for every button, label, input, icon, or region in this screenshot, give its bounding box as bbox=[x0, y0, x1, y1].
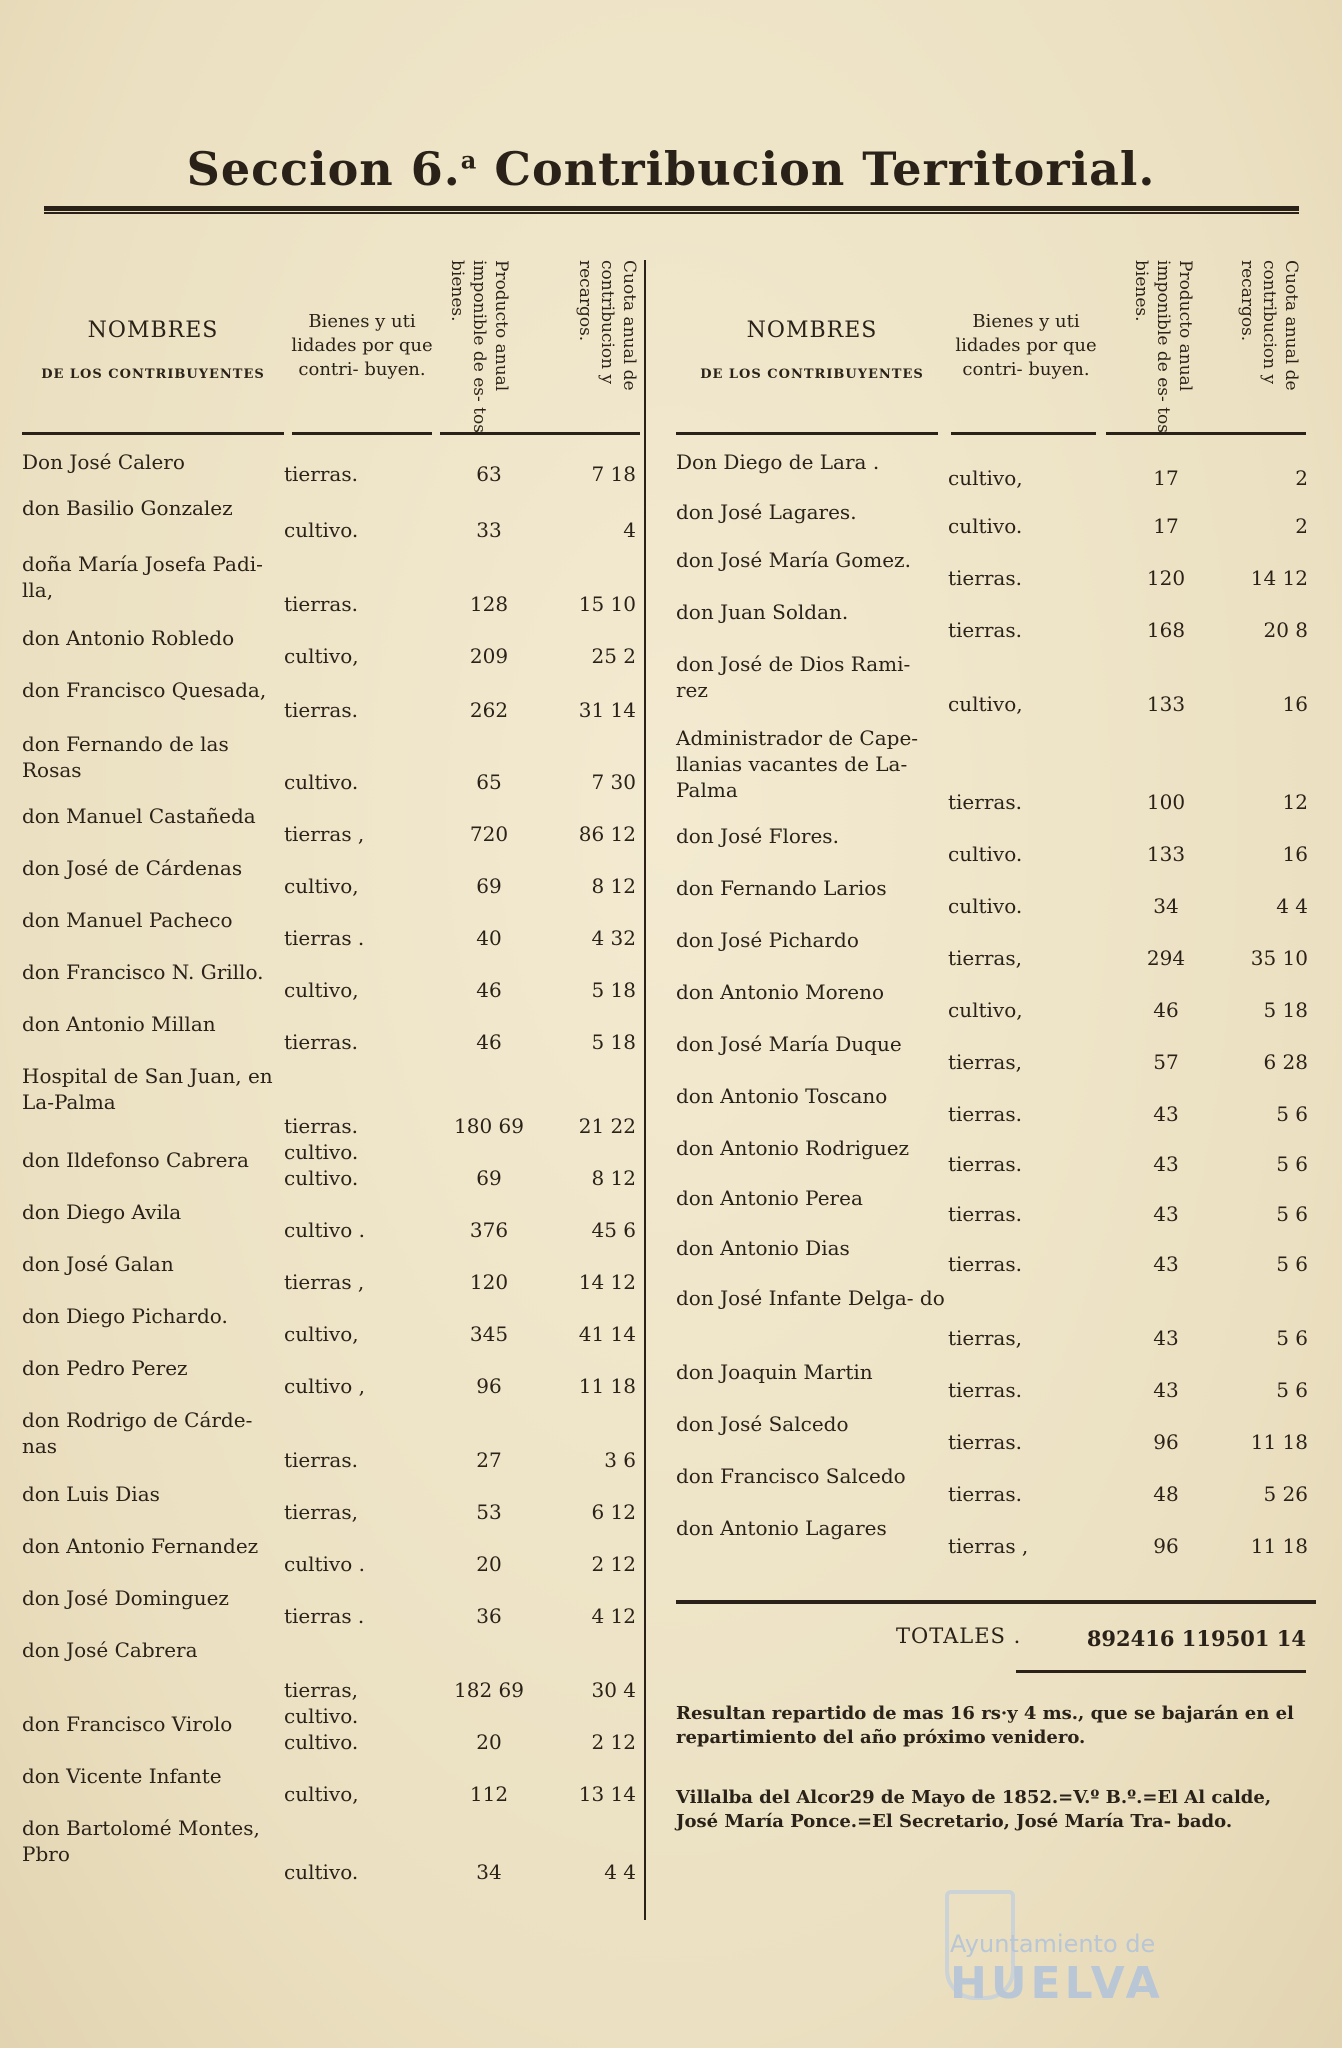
producto-cell: 168 bbox=[1146, 618, 1186, 642]
table-row bbox=[676, 871, 1308, 923]
table-row bbox=[22, 1007, 644, 1059]
cuota-cell: 25 2 bbox=[591, 644, 636, 668]
cuota-cell: 5 26 bbox=[1263, 1482, 1308, 1506]
watermark-line1: Ayuntamiento de bbox=[950, 1930, 1156, 1958]
contributor-name: don Antonio Millan bbox=[22, 1012, 216, 1036]
bienes-cell: tierras. bbox=[948, 618, 1022, 642]
producto-cell: 63 bbox=[476, 462, 502, 486]
cuota-cell: 5 6 bbox=[1276, 1252, 1308, 1276]
totals-label: TOTALES . bbox=[896, 1624, 1022, 1648]
producto-cell: 180 69 bbox=[454, 1114, 524, 1138]
header-underline bbox=[1106, 432, 1306, 436]
cuota-cell: 4 bbox=[623, 518, 636, 542]
table-row bbox=[676, 1079, 1308, 1131]
title-section: Seccion 6. bbox=[186, 142, 461, 196]
producto-cell: 46 bbox=[476, 1030, 502, 1054]
bienes-cell: tierras. bbox=[948, 1102, 1022, 1126]
bienes-cell: tierras. cultivo. bbox=[284, 1114, 359, 1164]
contributor-name: don José de Dios Rami- rez bbox=[676, 652, 911, 702]
names-heading: NOMBRES bbox=[746, 318, 878, 343]
bienes-cell: cultivo , bbox=[284, 1374, 365, 1398]
table-row bbox=[676, 975, 1308, 1027]
producto-cell: 43 bbox=[1153, 1326, 1179, 1350]
bienes-cell: tierras. bbox=[948, 1430, 1022, 1454]
contributor-name: don Antonio Robledo bbox=[22, 626, 235, 650]
contributor-name: Administrador de Cape- llanias vacantes de La-Palma bbox=[676, 726, 919, 802]
column-divider bbox=[644, 260, 646, 1920]
contributor-name: don Francisco N. Grillo. bbox=[22, 960, 264, 984]
table-row bbox=[676, 1231, 1308, 1281]
producto-cell: 376 bbox=[469, 1218, 509, 1242]
distribution-note: Resultan repartido de mas 16 rs·y 4 ms., que se bajarán en el repartimiento del año próximo venidero. bbox=[676, 1703, 1294, 1748]
producto-cell: 17 bbox=[1153, 514, 1179, 538]
contributor-name: don Antonio Fernandez bbox=[22, 1534, 259, 1558]
table-row bbox=[22, 1581, 644, 1633]
right-column bbox=[676, 240, 1308, 1832]
contributor-name: don José de Cárdenas bbox=[22, 856, 243, 880]
table-row bbox=[22, 1195, 644, 1247]
bienes-heading: Bienes y uti lidades por que contri- buyen. bbox=[291, 311, 433, 380]
title-rest: Contribucion Territorial. bbox=[494, 142, 1156, 196]
contributor-name: don Luis Dias bbox=[22, 1482, 160, 1506]
producto-cell: 43 bbox=[1153, 1378, 1179, 1402]
producto-cell: 96 bbox=[1153, 1430, 1179, 1454]
cuota-cell: 45 6 bbox=[591, 1218, 636, 1242]
cuota-cell: 5 6 bbox=[1276, 1202, 1308, 1226]
bienes-cell: tierras. bbox=[284, 462, 358, 486]
bienes-cell: tierras. bbox=[948, 790, 1022, 814]
table-row bbox=[676, 445, 1308, 495]
cuota-cell: 12 bbox=[1282, 790, 1308, 814]
producto-cell: 96 bbox=[476, 1374, 502, 1398]
producto-cell: 20 bbox=[476, 1730, 502, 1754]
table-row bbox=[676, 721, 1308, 819]
cuota-cell: 7 30 bbox=[591, 770, 636, 794]
contributor-name: don Juan Soldan. bbox=[676, 600, 849, 624]
right-table-header bbox=[676, 240, 1308, 445]
producto-cell: 112 bbox=[469, 1782, 509, 1806]
bienes-cell: cultivo. bbox=[284, 1730, 359, 1754]
contributor-name: don José Cabrera bbox=[22, 1638, 198, 1662]
names-header bbox=[22, 318, 284, 382]
bienes-cell: tierras, bbox=[948, 946, 1022, 970]
bienes-cell: cultivo, bbox=[948, 998, 1023, 1022]
cuota-cell: 2 12 bbox=[591, 1552, 636, 1576]
contributor-name: don Basilio Gonzalez bbox=[22, 496, 233, 520]
producto-cell: 133 bbox=[1146, 842, 1186, 866]
bienes-cell: tierras. bbox=[948, 1252, 1022, 1276]
cuota-cell: 6 28 bbox=[1263, 1050, 1308, 1074]
table-row bbox=[676, 1459, 1308, 1511]
bienes-cell: tierras. bbox=[948, 566, 1022, 590]
bienes-cell: tierras, bbox=[948, 1050, 1022, 1074]
cuota-cell: 5 18 bbox=[591, 978, 636, 1002]
contributor-name: don José Infante Delga- do bbox=[676, 1286, 945, 1310]
names-subheading: DE LOS CONTRIBUYENTES bbox=[41, 367, 265, 382]
contributor-name: don Antonio Rodriguez bbox=[676, 1136, 910, 1160]
table-row bbox=[22, 1707, 644, 1759]
names-heading: NOMBRES bbox=[87, 318, 219, 343]
producto-cell: 262 bbox=[469, 698, 509, 722]
page-title bbox=[0, 142, 1342, 196]
bienes-cell: tierras , bbox=[948, 1534, 1029, 1558]
contributor-name: Don José Calero bbox=[22, 450, 185, 474]
table-row bbox=[22, 1477, 644, 1529]
table-row bbox=[676, 495, 1308, 543]
cuota-cell: 16 bbox=[1282, 692, 1308, 716]
table-row bbox=[22, 621, 644, 673]
producto-cell: 34 bbox=[1153, 894, 1179, 918]
table-row bbox=[676, 1131, 1308, 1181]
cuota-cell: 5 18 bbox=[1263, 998, 1308, 1022]
title-rule bbox=[44, 206, 1299, 214]
bienes-cell: tierras. bbox=[284, 592, 358, 616]
producto-heading: Producto anual imponible de es- tos bienes. bbox=[447, 260, 511, 433]
bienes-cell: cultivo, bbox=[284, 1322, 359, 1346]
cuota-cell: 2 12 bbox=[591, 1730, 636, 1754]
header-underline bbox=[951, 432, 1096, 436]
table-row bbox=[22, 1143, 644, 1195]
cuota-cell: 15 10 bbox=[578, 592, 636, 616]
contributor-name: don Antonio Perea bbox=[676, 1186, 863, 1210]
cuota-cell: 4 4 bbox=[1276, 894, 1308, 918]
cuota-cell: 86 12 bbox=[578, 822, 636, 846]
contributor-name: don Joaquin Martin bbox=[676, 1360, 873, 1384]
table-row bbox=[676, 1511, 1308, 1563]
totals-underline bbox=[1016, 1670, 1306, 1673]
contributor-name: don Antonio Toscano bbox=[676, 1084, 888, 1108]
bienes-cell: tierras. bbox=[284, 1030, 358, 1054]
producto-cell: 57 bbox=[1153, 1050, 1179, 1074]
cuota-cell: 11 18 bbox=[1250, 1430, 1308, 1454]
cuota-cell: 5 6 bbox=[1276, 1102, 1308, 1126]
producto-cell: 69 bbox=[476, 874, 502, 898]
bienes-cell: cultivo, bbox=[284, 644, 359, 668]
table-row bbox=[22, 903, 644, 955]
contributor-name: don Francisco Quesada, bbox=[22, 678, 267, 702]
contributor-name: don Ildefonso Cabrera bbox=[22, 1148, 249, 1172]
bienes-cell: cultivo. bbox=[284, 770, 359, 794]
totals-value: 892416 119501 14 bbox=[1086, 1626, 1306, 1651]
table-row bbox=[676, 923, 1308, 975]
contributor-name: don Francisco Salcedo bbox=[676, 1464, 906, 1488]
producto-cell: 720 bbox=[469, 822, 509, 846]
cuota-cell: 41 14 bbox=[578, 1322, 636, 1346]
contributor-name: don Bartolomé Montes, Pbro bbox=[22, 1816, 260, 1866]
contributor-name: don José María Gomez. bbox=[676, 548, 911, 572]
table-row bbox=[22, 1299, 644, 1351]
bienes-cell: tierras, bbox=[284, 1500, 358, 1524]
cuota-cell: 5 6 bbox=[1276, 1378, 1308, 1402]
cuota-cell: 6 12 bbox=[591, 1500, 636, 1524]
contributor-name: don Diego Avila bbox=[22, 1200, 182, 1224]
cuota-cell: 4 4 bbox=[604, 1860, 636, 1884]
left-column bbox=[22, 240, 644, 1889]
bienes-cell: cultivo. bbox=[948, 894, 1023, 918]
table-row bbox=[22, 727, 644, 799]
bienes-cell: cultivo, bbox=[948, 466, 1023, 490]
right-rows bbox=[676, 445, 1308, 1563]
bienes-cell: tierras. bbox=[948, 1202, 1022, 1226]
producto-cell: 46 bbox=[1153, 998, 1179, 1022]
contributor-name: don Pedro Perez bbox=[22, 1356, 188, 1380]
contributor-name: don Diego Pichardo. bbox=[22, 1304, 228, 1328]
producto-cell: 40 bbox=[476, 926, 502, 950]
producto-heading: Producto anual imponible de es- tos bienes. bbox=[1131, 260, 1195, 433]
cuota-cell: 11 18 bbox=[578, 1374, 636, 1398]
table-row bbox=[22, 1247, 644, 1299]
producto-cell: 120 bbox=[1146, 566, 1186, 590]
bienes-heading: Bienes y uti lidades por que contri- buyen. bbox=[955, 311, 1097, 380]
cuota-cell: 16 bbox=[1282, 842, 1308, 866]
table-row bbox=[676, 595, 1308, 647]
cuota-cell: 3 6 bbox=[604, 1448, 636, 1472]
producto-cell: 100 bbox=[1146, 790, 1186, 814]
cuota-heading: Cuota anual de contribucion y recargos. bbox=[1237, 260, 1301, 391]
names-header bbox=[676, 318, 948, 382]
table-row bbox=[22, 491, 644, 547]
table-row bbox=[676, 1407, 1308, 1459]
table-row bbox=[22, 1759, 644, 1811]
table-row bbox=[22, 1529, 644, 1581]
bienes-cell: cultivo. bbox=[284, 518, 359, 542]
table-row bbox=[22, 955, 644, 1007]
contributor-name: don José Flores. bbox=[676, 824, 839, 848]
cuota-cell: 14 12 bbox=[1250, 566, 1308, 590]
producto-cell: 53 bbox=[476, 1500, 502, 1524]
producto-cell: 43 bbox=[1153, 1102, 1179, 1126]
table-row bbox=[676, 819, 1308, 871]
contributor-name: don Antonio Lagares bbox=[676, 1516, 887, 1540]
left-table-header bbox=[22, 240, 644, 445]
cuota-cell: 13 14 bbox=[578, 1782, 636, 1806]
header-underline bbox=[676, 432, 938, 436]
contributor-name: don José Lagares. bbox=[676, 500, 857, 524]
bienes-cell: cultivo. bbox=[948, 842, 1023, 866]
producto-cell: 345 bbox=[469, 1322, 509, 1346]
bienes-cell: cultivo, bbox=[284, 874, 359, 898]
bienes-cell: tierras , bbox=[284, 822, 365, 846]
cuota-cell: 31 14 bbox=[578, 698, 636, 722]
cuota-cell: 2 bbox=[1295, 514, 1308, 538]
contributor-name: don José María Duque bbox=[676, 1032, 902, 1056]
watermark-line2: HUELVA bbox=[950, 1958, 1164, 2009]
cuota-cell: 20 8 bbox=[1263, 618, 1308, 642]
cuota-cell: 11 18 bbox=[1250, 1534, 1308, 1558]
table-row bbox=[676, 1181, 1308, 1231]
producto-cell: 128 bbox=[469, 592, 509, 616]
table-row bbox=[22, 1403, 644, 1477]
bienes-cell: cultivo. bbox=[948, 514, 1023, 538]
bienes-cell: tierras, bbox=[948, 1326, 1022, 1350]
producto-cell: 36 bbox=[476, 1604, 502, 1628]
producto-cell: 27 bbox=[476, 1448, 502, 1472]
producto-cell: 133 bbox=[1146, 692, 1186, 716]
bienes-cell: cultivo . bbox=[284, 1218, 365, 1242]
totals-row bbox=[676, 1600, 1316, 1660]
producto-cell: 17 bbox=[1153, 466, 1179, 490]
left-rows bbox=[22, 445, 644, 1889]
bienes-cell: tierras. bbox=[284, 1448, 358, 1472]
contributor-name: don José Salcedo bbox=[676, 1412, 849, 1436]
contributor-name: Hospital de San Juan, en La-Palma bbox=[22, 1064, 273, 1114]
cuota-cell: 30 4 bbox=[591, 1678, 636, 1702]
cuota-cell: 5 18 bbox=[591, 1030, 636, 1054]
contributor-name: don Fernando Larios bbox=[676, 876, 887, 900]
watermark bbox=[950, 1930, 1164, 2009]
producto-cell: 34 bbox=[476, 1860, 502, 1884]
cuota-cell: 4 12 bbox=[591, 1604, 636, 1628]
table-row bbox=[676, 1355, 1308, 1407]
contributor-name: Don Diego de Lara . bbox=[676, 450, 880, 474]
contributor-name: don Francisco Virolo bbox=[22, 1712, 233, 1736]
bienes-cell: tierras. bbox=[284, 698, 358, 722]
cuota-cell: 4 32 bbox=[591, 926, 636, 950]
table-row bbox=[676, 543, 1308, 595]
cuota-cell: 5 6 bbox=[1276, 1152, 1308, 1176]
cuota-heading: Cuota anual de contribucion y recargos. bbox=[575, 260, 639, 391]
producto-cell: 294 bbox=[1146, 946, 1186, 970]
contributor-name: don Antonio Dias bbox=[676, 1236, 850, 1260]
cuota-cell: 14 12 bbox=[578, 1270, 636, 1294]
title-sup: a bbox=[460, 145, 478, 175]
bienes-cell: tierras. bbox=[948, 1378, 1022, 1402]
contributor-name: don José Pichardo bbox=[676, 928, 859, 952]
bienes-cell: tierras. bbox=[948, 1152, 1022, 1176]
producto-cell: 43 bbox=[1153, 1152, 1179, 1176]
cuota-cell: 5 6 bbox=[1276, 1326, 1308, 1350]
table-row bbox=[22, 1351, 644, 1403]
bienes-cell: cultivo, bbox=[284, 1782, 359, 1806]
producto-cell: 33 bbox=[476, 518, 502, 542]
contributor-name: don Manuel Pacheco bbox=[22, 908, 233, 932]
cuota-cell: 7 18 bbox=[591, 462, 636, 486]
table-row bbox=[676, 1027, 1308, 1079]
table-row bbox=[22, 547, 644, 621]
table-row bbox=[22, 673, 644, 727]
table-row bbox=[676, 1281, 1308, 1355]
contributor-name: don Antonio Moreno bbox=[676, 980, 884, 1004]
header-underline bbox=[22, 432, 284, 436]
names-subheading: DE LOS CONTRIBUYENTES bbox=[700, 367, 924, 382]
producto-cell: 69 bbox=[476, 1166, 502, 1190]
table-row bbox=[676, 647, 1308, 721]
cuota-cell: 2 bbox=[1295, 466, 1308, 490]
bienes-cell: tierras. bbox=[948, 1482, 1022, 1506]
producto-cell: 120 bbox=[469, 1270, 509, 1294]
bienes-cell: cultivo, bbox=[948, 692, 1023, 716]
cuota-cell: 35 10 bbox=[1250, 946, 1308, 970]
table-row bbox=[22, 445, 644, 491]
contributor-name: don Manuel Castañeda bbox=[22, 804, 256, 828]
header-underline bbox=[292, 432, 432, 436]
contributor-name: don Vicente Infante bbox=[22, 1764, 222, 1788]
header-underline bbox=[440, 432, 640, 436]
bienes-cell: cultivo. bbox=[284, 1166, 359, 1190]
bienes-cell: tierras . bbox=[284, 926, 365, 950]
cuota-cell: 21 22 bbox=[578, 1114, 636, 1138]
table-row bbox=[22, 851, 644, 903]
contributor-name: don José Galan bbox=[22, 1252, 174, 1276]
producto-cell: 20 bbox=[476, 1552, 502, 1576]
producto-cell: 209 bbox=[469, 644, 509, 668]
contributor-name: don Rodrigo de Cárde- nas bbox=[22, 1408, 253, 1458]
producto-cell: 43 bbox=[1153, 1202, 1179, 1226]
bienes-cell: tierras, cultivo. bbox=[284, 1678, 359, 1728]
bienes-cell: cultivo, bbox=[284, 978, 359, 1002]
producto-cell: 46 bbox=[476, 978, 502, 1002]
signature-note: Villalba del Alcor29 de Mayo de 1852.=V.º B.º.=El Al calde, José María Ponce.=El Secretario, José María Tra- bado. bbox=[676, 1787, 1272, 1832]
producto-cell: 96 bbox=[1153, 1534, 1179, 1558]
producto-cell: 65 bbox=[476, 770, 502, 794]
cuota-cell: 8 12 bbox=[591, 874, 636, 898]
contributor-name: don José Dominguez bbox=[22, 1586, 229, 1610]
bienes-cell: tierras , bbox=[284, 1270, 365, 1294]
bienes-cell: cultivo. bbox=[284, 1860, 359, 1884]
contributor-name: doña María Josefa Padi- lla, bbox=[22, 552, 263, 602]
producto-cell: 182 69 bbox=[454, 1678, 524, 1702]
bienes-cell: cultivo . bbox=[284, 1552, 365, 1576]
cuota-cell: 8 12 bbox=[591, 1166, 636, 1190]
table-row bbox=[22, 799, 644, 851]
bienes-cell: tierras . bbox=[284, 1604, 365, 1628]
producto-cell: 48 bbox=[1153, 1482, 1179, 1506]
contributor-name: don Fernando de las Rosas bbox=[22, 732, 229, 782]
producto-cell: 43 bbox=[1153, 1252, 1179, 1276]
table-row bbox=[22, 1811, 644, 1889]
